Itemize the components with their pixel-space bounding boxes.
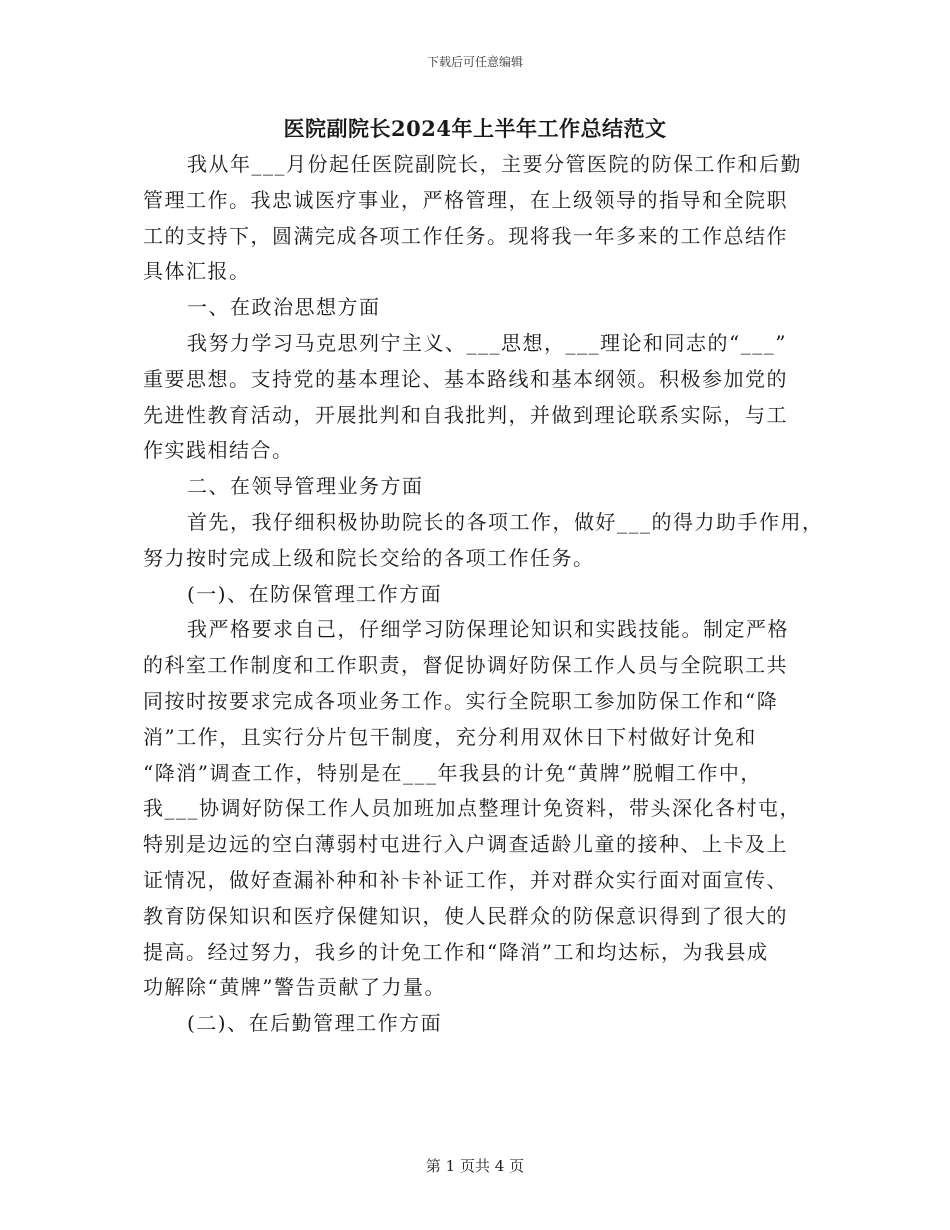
body-line: 作实践相结合。 <box>143 438 294 463</box>
page-number: 第 1 页共 4 页 <box>425 1157 525 1175</box>
section-heading: 二、在领导管理业务方面 <box>187 474 424 499</box>
page-header-note: 下载后可任意编辑 <box>426 55 523 69</box>
body-line: 重要思想。支持党的基本理论、基本路线和基本纲领。积极参加党的 <box>143 366 788 391</box>
subsection-heading: (二)、在后勤管理工作方面 <box>187 1011 443 1036</box>
body-line: 管理工作。我忠诚医疗事业，严格管理，在上级领导的指导和全院职 <box>143 187 788 212</box>
body-line: 工的支持下，圆满完成各项工作任务。现将我一年多来的工作总结作 <box>143 223 788 248</box>
body-line: 同按时按要求完成各项业务工作。实行全院职工参加防保工作和“降 <box>143 688 779 713</box>
section-heading: 一、在政治思想方面 <box>187 295 381 320</box>
document-title: 医院副院长2024年上半年工作总结范文 <box>283 116 667 141</box>
body-line: 功解除“黄牌”警告贡献了力量。 <box>143 975 446 1000</box>
body-line: 努力按时完成上级和院长交给的各项工作任务。 <box>143 545 595 570</box>
body-line: 消”工作，且实行分片包干制度，充分利用双休日下村做好计免和 <box>143 724 757 749</box>
body-line: 特别是边远的空白薄弱村屯进行入户调查适龄儿童的接种、上卡及上 <box>143 832 788 857</box>
body-line: 具体汇报。 <box>143 259 251 284</box>
body-line: 我___协调好防保工作人员加班加点整理计免资料，带头深化各村屯， <box>143 796 801 821</box>
body-line: 教育防保知识和医疗保健知识，使人民群众的防保意识得到了很大的 <box>143 903 788 928</box>
body-line: 证情况，做好查漏补种和补卡补证工作，并对群众实行面对面宣传、 <box>143 867 788 892</box>
body-line: 我努力学习马克思列宁主义、___思想，___理论和同志的“___” <box>187 330 787 355</box>
subsection-heading: (一)、在防保管理工作方面 <box>187 581 443 606</box>
body-line: 首先，我仔细积极协助院长的各项工作，做好___的得力助手作用， <box>187 509 824 534</box>
document-body <box>143 147 833 1042</box>
body-line: “降消”调查工作，特别是在___年我县的计免“黄牌”脱帽工作中， <box>143 760 762 785</box>
body-line: 提高。经过努力，我乡的计免工作和“降消”工和均达标，为我县成 <box>143 939 769 964</box>
body-line: 先进性教育活动，开展批判和自我批判，并做到理论联系实际，与工 <box>143 402 788 427</box>
body-line: 我从年___月份起任医院副院长，主要分管医院的防保工作和后勤 <box>187 152 802 176</box>
body-line: 的科室工作制度和工作职责，督促协调好防保工作人员与全院职工共 <box>143 653 788 678</box>
body-line: 我严格要求自己，仔细学习防保理论知识和实践技能。制定严格 <box>187 617 789 642</box>
